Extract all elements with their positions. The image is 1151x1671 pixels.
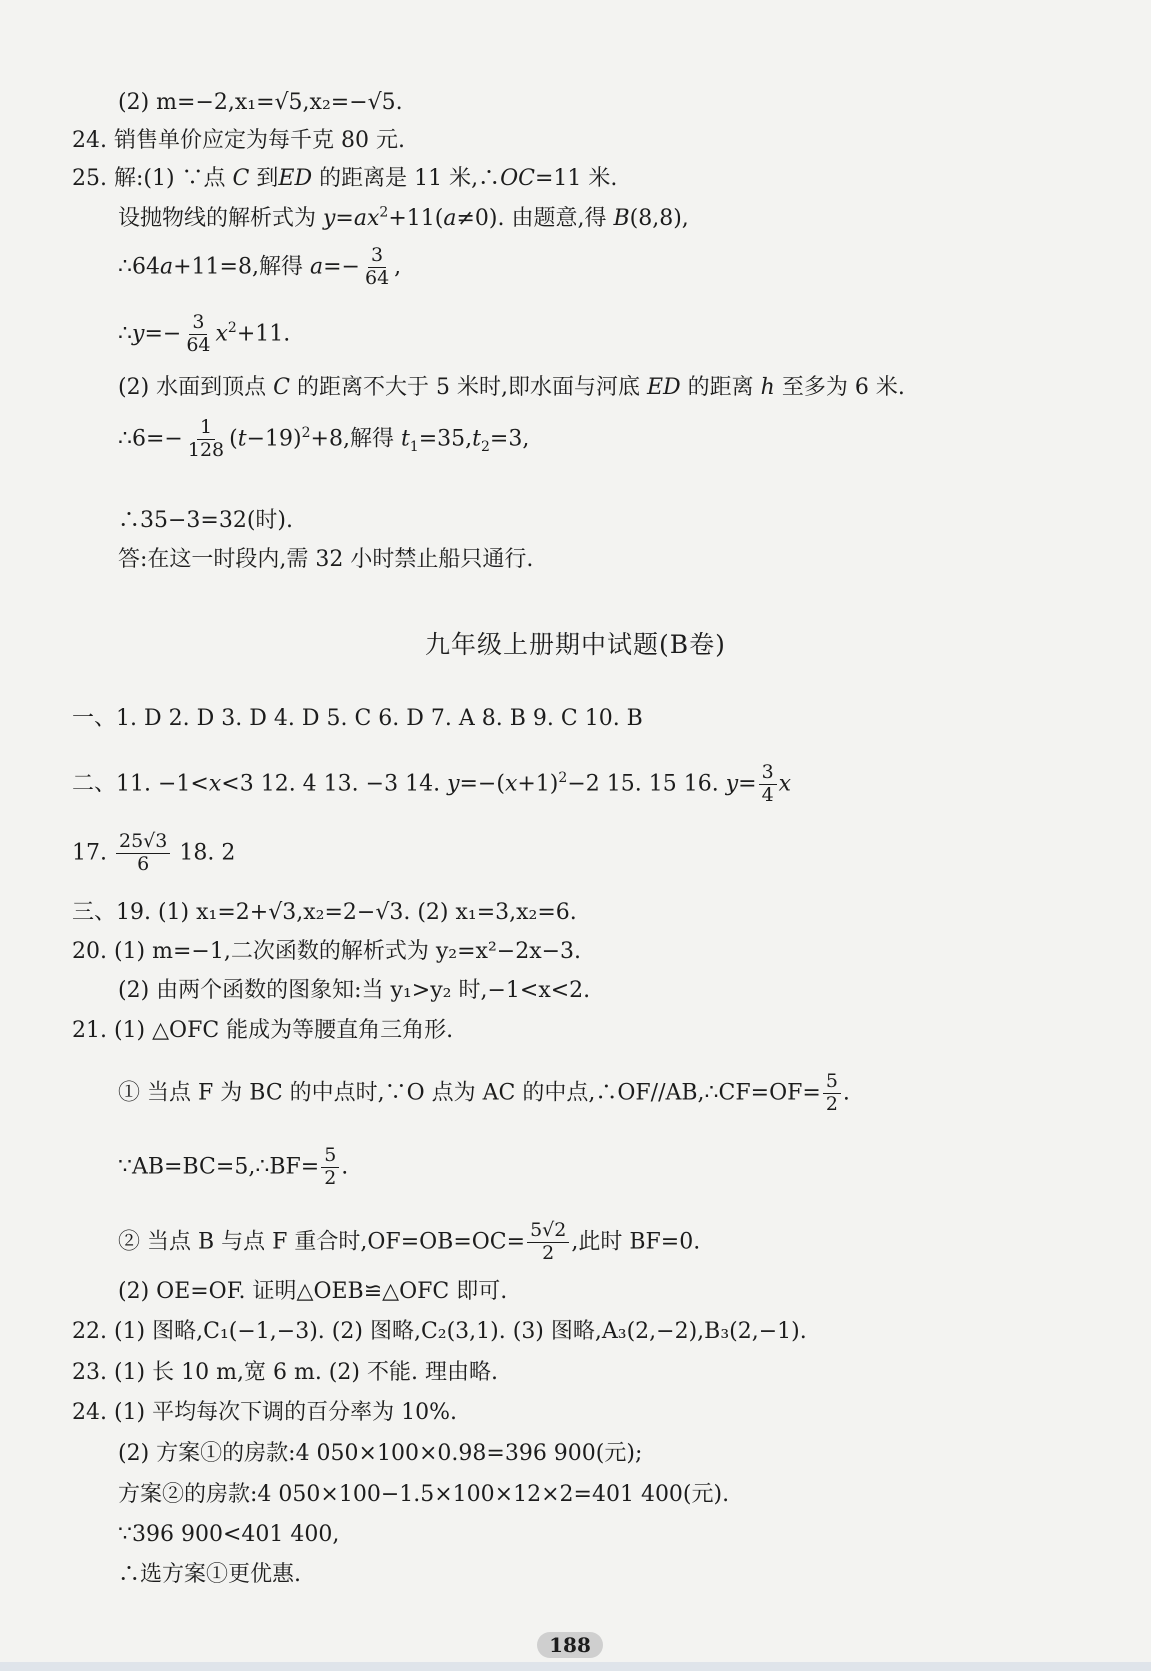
answers-section-2: 二、11. −1<x<3 12. 4 13. −3 14. $y=-(x+1)^2-2$ 15. 15 16. y= $\frac{3}{4}$ x	[72, 761, 792, 806]
answer-23: 23. (1) 长 10 m,宽 6 m. (2) 不能. 理由略.	[72, 1360, 498, 1385]
answer-20-part2: (2) 由两个函数的图象知:当 y₁>y₂ 时,−1<x<2.	[118, 978, 591, 1003]
answer-25-line3: ∴64a+11=8,解得 a=− $\frac{3}{64}$ ,	[118, 244, 402, 289]
answer-21-part2: (2) OE=OF. 证明△OEB≌△OFC 即可.	[118, 1279, 508, 1304]
answer-25-line2: 设抛物线的解析式为 $y=ax^2+11(a\ne 0)$. 由题意,得 B(8,8),	[118, 204, 689, 231]
answer-23-part2: (2) m=−2,x₁=√5,x₂=−√5.	[118, 90, 403, 115]
answer-24-plan1: (2) 方案①的房款:4 050×100×0.98=396 900(元);	[118, 1441, 643, 1466]
answer-24-part1: 24. (1) 平均每次下调的百分率为 10%.	[72, 1400, 458, 1425]
fraction: $\frac{5√2}{2}$	[527, 1221, 569, 1264]
fraction: $\frac{3}{64}$	[186, 311, 211, 356]
answers-section-1: 一、1. D 2. D 3. D 4. D 5. C 6. D 7. A 8. B 9. C 10. B	[72, 706, 643, 731]
answer-21-case1: ① 当点 F 为 BC 的中点时,∵O 点为 AC 的中点,∴OF//AB,∴CF=OF= $\frac{5}{2}$ .	[118, 1070, 850, 1115]
page-number: 188	[537, 1632, 603, 1658]
answer-21-bf: ∵AB=BC=5,∴BF= $\frac{5}{2}$ .	[118, 1144, 349, 1189]
fraction: $\frac{25√3}{6}$	[116, 832, 170, 875]
fraction: $\frac{3}{4}$	[759, 763, 777, 806]
answer-22: 22. (1) 图略,C₁(−1,−3). (2) 图略,C₂(3,1). (3) 图略,A₃(2,−2),B₃(2,−1).	[72, 1319, 807, 1344]
answer-21-case2: ② 当点 B 与点 F 重合时,OF=OB=OC= $\frac{5√2}{2}$ ,此时 BF=0.	[118, 1219, 701, 1264]
fraction: $\frac{5}{2}$	[823, 1072, 841, 1115]
answer-24-compare: ∵396 900<401 400,	[118, 1522, 340, 1547]
section-title: 九年级上册期中试题(B卷)	[425, 630, 726, 659]
answer-25-line4: ∴y=− $\frac{3}{64}$ $x^2+11$.	[118, 311, 291, 356]
page-bottom-edge	[0, 1662, 1151, 1671]
fraction: $\frac{3}{64}$	[364, 244, 390, 289]
answer-19: 三、19. (1) x₁=2+√3,x₂=2−√3. (2) x₁=3,x₂=6.	[72, 900, 577, 925]
answer-20-part1: 20. (1) m=−1,二次函数的解析式为 y₂=x²−2x−3.	[72, 939, 582, 964]
answer-25-line1: 25. 解:(1) ∵点 C 到ED 的距离是 11 米,∴OC=11 米.	[72, 166, 618, 191]
answer-25-line5: (2) 水面到顶点 C 的距离不大于 5 米时,即水面与河底 ED 的距离 h 至多为 6 米.	[118, 375, 905, 400]
answer-24: 24. 销售单价应定为每千克 80 元.	[72, 128, 405, 153]
fraction: $\frac{5}{2}$	[321, 1146, 339, 1189]
answer-24-conclusion: ∴选方案①更优惠.	[118, 1562, 301, 1587]
fraction: $\frac{1}{128}$	[187, 416, 225, 461]
answer-24-plan2: 方案②的房款:4 050×100−1.5×100×12×2=401 400(元).	[118, 1482, 730, 1507]
answer-25-conclusion: 答:在这一时段内,需 32 小时禁止船只通行.	[118, 547, 534, 572]
answer-25-line6: ∴6=− $\frac{1}{128}$ $(t-19)^2+8$,解得 $t_1=35,t_2=3$,	[118, 416, 530, 461]
answer-21-part1: 21. (1) △OFC 能成为等腰直角三角形.	[72, 1018, 454, 1043]
answers-17-18: 17. $\frac{25√3}{6}$ 18. 2	[72, 830, 236, 875]
answer-25-line7: ∴35−3=32(时).	[118, 508, 294, 533]
